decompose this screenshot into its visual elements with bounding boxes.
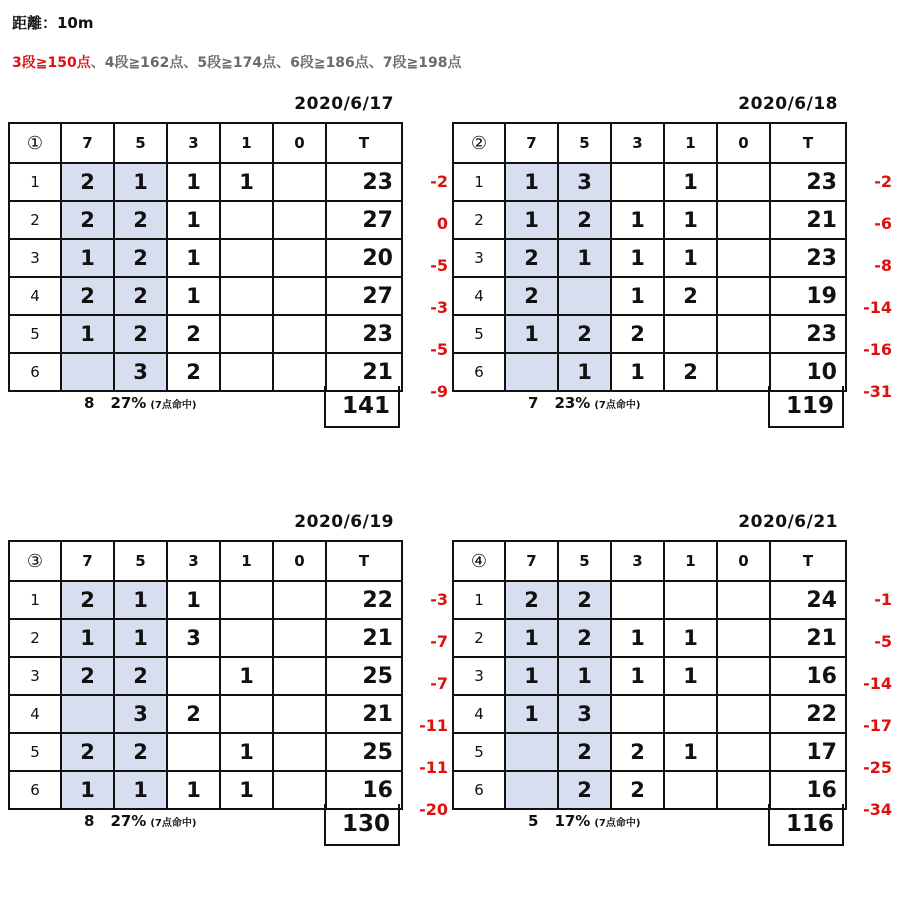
- end-number: 5: [453, 733, 505, 771]
- end-total: 20: [326, 239, 402, 277]
- hit-count-cell: 3: [167, 619, 220, 657]
- hit-count-cell: 2: [558, 733, 611, 771]
- hit-count-cell: 2: [505, 239, 558, 277]
- end-total: 27: [326, 201, 402, 239]
- hit-rate-note: (7点命中): [150, 400, 197, 411]
- hit-count-cell: [220, 353, 273, 391]
- end-row: [453, 619, 846, 657]
- hit-count-cell: 2: [167, 695, 220, 733]
- hit-count-cell: 1: [61, 619, 114, 657]
- hit-count-cell: 2: [558, 771, 611, 809]
- end-row: [453, 315, 846, 353]
- column-header: 3: [167, 123, 220, 163]
- column-header: 7: [505, 123, 558, 163]
- hit-count-cell: [717, 657, 770, 695]
- hit-count-cell: [273, 315, 326, 353]
- column-header: T: [326, 123, 402, 163]
- hit-count-cell: [717, 695, 770, 733]
- column-header: 0: [273, 123, 326, 163]
- end-number: 5: [9, 733, 61, 771]
- hit-count-cell: 1: [167, 581, 220, 619]
- hit-count-cell: 2: [505, 581, 558, 619]
- hit-count-cell: [273, 771, 326, 809]
- hit-count-cell: 2: [664, 277, 717, 315]
- score-difference: -11: [419, 758, 448, 777]
- hit-count-cell: 1: [664, 239, 717, 277]
- seven-hit-percent: 27%: [110, 394, 147, 412]
- end-number: 6: [9, 353, 61, 391]
- column-header: 7: [61, 123, 114, 163]
- score-difference: -8: [874, 256, 892, 275]
- end-total: 21: [770, 619, 846, 657]
- end-total: 25: [326, 733, 402, 771]
- score-difference: -5: [430, 340, 448, 359]
- session-block-4: [452, 512, 892, 872]
- hit-count-cell: 2: [61, 657, 114, 695]
- hit-count-cell: [717, 239, 770, 277]
- end-total: 21: [326, 353, 402, 391]
- end-number: 3: [9, 239, 61, 277]
- hit-count-cell: 1: [611, 619, 664, 657]
- hit-count-cell: 2: [114, 201, 167, 239]
- end-total: 16: [770, 657, 846, 695]
- hit-count-cell: 1: [114, 619, 167, 657]
- hit-count-cell: 2: [114, 733, 167, 771]
- session-block-3: [8, 512, 448, 872]
- threshold-rest: 、4段≧162点、5段≧174点、6段≧186点、7段≧198点: [90, 55, 462, 71]
- end-number: 3: [453, 239, 505, 277]
- hit-count-cell: [717, 353, 770, 391]
- seven-hit-count: 7: [528, 394, 539, 412]
- end-total: 19: [770, 277, 846, 315]
- hit-count-cell: 2: [167, 315, 220, 353]
- session-date: 2020/6/19: [294, 512, 394, 532]
- hit-count-cell: 1: [220, 657, 273, 695]
- end-number: 4: [9, 695, 61, 733]
- score-table: [452, 540, 847, 810]
- hit-count-cell: 2: [558, 619, 611, 657]
- end-total: 22: [326, 581, 402, 619]
- hit-rate-note: (7点命中): [594, 400, 641, 411]
- hit-count-cell: 1: [664, 657, 717, 695]
- hit-count-cell: 1: [558, 239, 611, 277]
- end-number: 4: [9, 277, 61, 315]
- session-marker: ④: [453, 541, 505, 581]
- session-marker: ①: [9, 123, 61, 163]
- score-difference: -16: [863, 340, 892, 359]
- end-row: [9, 201, 402, 239]
- hit-rate-summary: [84, 394, 196, 412]
- hit-count-cell: [611, 581, 664, 619]
- hit-count-cell: 2: [61, 163, 114, 201]
- hit-count-cell: [273, 277, 326, 315]
- header-row: [9, 541, 402, 581]
- end-number: 1: [9, 163, 61, 201]
- session-date: 2020/6/17: [294, 94, 394, 114]
- hit-count-cell: 2: [61, 581, 114, 619]
- hit-count-cell: 1: [167, 771, 220, 809]
- hit-count-cell: 1: [167, 201, 220, 239]
- end-total: 10: [770, 353, 846, 391]
- end-total: 24: [770, 581, 846, 619]
- hit-count-cell: 1: [664, 733, 717, 771]
- end-total: 16: [326, 771, 402, 809]
- hit-count-cell: [220, 315, 273, 353]
- score-difference: -2: [874, 172, 892, 191]
- column-header: 0: [717, 541, 770, 581]
- hit-count-cell: 1: [61, 239, 114, 277]
- seven-hit-percent: 17%: [554, 812, 591, 830]
- hit-count-cell: 1: [558, 353, 611, 391]
- column-header: 1: [664, 123, 717, 163]
- hit-count-cell: 1: [505, 163, 558, 201]
- end-number: 3: [9, 657, 61, 695]
- hit-count-cell: 2: [61, 733, 114, 771]
- hit-count-cell: 3: [558, 163, 611, 201]
- hit-count-cell: [273, 657, 326, 695]
- hit-count-cell: [220, 695, 273, 733]
- hit-count-cell: 2: [505, 277, 558, 315]
- column-header: 7: [505, 541, 558, 581]
- score-difference: -20: [419, 800, 448, 819]
- column-header: 5: [114, 541, 167, 581]
- end-number: 1: [453, 163, 505, 201]
- hit-count-cell: 1: [167, 163, 220, 201]
- end-total: 25: [326, 657, 402, 695]
- score-difference: -9: [430, 382, 448, 401]
- seven-hit-percent: 23%: [554, 394, 591, 412]
- end-row: [9, 315, 402, 353]
- hit-count-cell: 2: [61, 201, 114, 239]
- hit-count-cell: 3: [558, 695, 611, 733]
- seven-hit-percent: 27%: [110, 812, 147, 830]
- column-header: 1: [664, 541, 717, 581]
- hit-count-cell: 2: [114, 657, 167, 695]
- seven-hit-count: 8: [84, 394, 95, 412]
- hit-count-cell: 2: [114, 315, 167, 353]
- end-row: [453, 163, 846, 201]
- end-number: 4: [453, 695, 505, 733]
- hit-count-cell: [220, 619, 273, 657]
- score-difference: -34: [863, 800, 892, 819]
- hit-count-cell: 1: [505, 315, 558, 353]
- hit-count-cell: [61, 695, 114, 733]
- score-table: [8, 540, 403, 810]
- score-difference: -2: [430, 172, 448, 191]
- hit-rate-summary: [528, 394, 640, 412]
- end-number: 5: [453, 315, 505, 353]
- score-difference: -7: [430, 674, 448, 693]
- score-table: [8, 122, 403, 392]
- hit-count-cell: [167, 733, 220, 771]
- end-total: 22: [770, 695, 846, 733]
- grand-total: 119: [768, 386, 844, 428]
- end-total: 23: [770, 315, 846, 353]
- hit-count-cell: [505, 771, 558, 809]
- seven-hit-count: 8: [84, 812, 95, 830]
- hit-rate-summary: [84, 812, 196, 830]
- hit-count-cell: [717, 581, 770, 619]
- hit-count-cell: [273, 239, 326, 277]
- end-row: [453, 239, 846, 277]
- column-header: T: [770, 541, 846, 581]
- session-block-1: [8, 94, 448, 454]
- hit-count-cell: 1: [664, 201, 717, 239]
- hit-count-cell: [717, 201, 770, 239]
- session-block-2: [452, 94, 892, 454]
- grand-total: 130: [324, 804, 400, 846]
- end-number: 6: [9, 771, 61, 809]
- end-total: 17: [770, 733, 846, 771]
- header-row: [453, 123, 846, 163]
- session-marker: ②: [453, 123, 505, 163]
- hit-count-cell: [220, 239, 273, 277]
- score-difference: -5: [874, 632, 892, 651]
- column-header: 0: [273, 541, 326, 581]
- column-header: 3: [611, 123, 664, 163]
- end-total: 16: [770, 771, 846, 809]
- header-row: [453, 541, 846, 581]
- hit-count-cell: [664, 771, 717, 809]
- end-total: 23: [326, 315, 402, 353]
- end-number: 2: [9, 619, 61, 657]
- end-row: [9, 733, 402, 771]
- column-header: 3: [611, 541, 664, 581]
- hit-count-cell: [167, 657, 220, 695]
- hit-count-cell: 2: [558, 201, 611, 239]
- hit-count-cell: [717, 315, 770, 353]
- hit-count-cell: 1: [61, 771, 114, 809]
- end-row: [9, 695, 402, 733]
- threshold-highlight: 3段≧150点: [12, 55, 91, 71]
- end-total: 21: [326, 695, 402, 733]
- score-difference: -3: [430, 590, 448, 609]
- hit-count-cell: 2: [611, 771, 664, 809]
- end-row: [9, 657, 402, 695]
- end-total: 21: [770, 201, 846, 239]
- score-difference: 0: [436, 214, 448, 233]
- end-row: [453, 695, 846, 733]
- hit-count-cell: [717, 733, 770, 771]
- hit-count-cell: 2: [664, 353, 717, 391]
- end-total: 23: [770, 163, 846, 201]
- column-header: 1: [220, 541, 273, 581]
- score-difference: -1: [874, 590, 892, 609]
- session-date: 2020/6/18: [738, 94, 838, 114]
- hit-count-cell: [273, 581, 326, 619]
- hit-count-cell: [664, 315, 717, 353]
- hit-count-cell: 2: [558, 581, 611, 619]
- end-number: 1: [453, 581, 505, 619]
- hit-count-cell: 2: [611, 315, 664, 353]
- hit-count-cell: 1: [167, 239, 220, 277]
- hit-count-cell: [717, 619, 770, 657]
- hit-count-cell: [220, 277, 273, 315]
- hit-count-cell: 2: [114, 239, 167, 277]
- hit-count-cell: 1: [61, 315, 114, 353]
- session-marker: ③: [9, 541, 61, 581]
- hit-rate-note: (7点命中): [150, 818, 197, 829]
- hit-count-cell: 1: [505, 201, 558, 239]
- hit-count-cell: [61, 353, 114, 391]
- header-row: [9, 123, 402, 163]
- end-total: 21: [326, 619, 402, 657]
- end-row: [453, 277, 846, 315]
- hit-count-cell: 1: [505, 657, 558, 695]
- score-difference: -5: [430, 256, 448, 275]
- end-number: 6: [453, 771, 505, 809]
- hit-rate-summary: [528, 812, 640, 830]
- hit-count-cell: [273, 733, 326, 771]
- hit-count-cell: [717, 163, 770, 201]
- end-number: 3: [453, 657, 505, 695]
- session-date: 2020/6/21: [738, 512, 838, 532]
- end-number: 2: [453, 619, 505, 657]
- hit-count-cell: 1: [505, 619, 558, 657]
- hit-rate-note: (7点命中): [594, 818, 641, 829]
- score-difference: -25: [863, 758, 892, 777]
- score-difference: -7: [430, 632, 448, 651]
- score-difference: -17: [863, 716, 892, 735]
- end-number: 2: [9, 201, 61, 239]
- hit-count-cell: [220, 581, 273, 619]
- score-table: [452, 122, 847, 392]
- hit-count-cell: [220, 201, 273, 239]
- hit-count-cell: [273, 163, 326, 201]
- hit-count-cell: 1: [505, 695, 558, 733]
- end-row: [9, 581, 402, 619]
- hit-count-cell: [273, 619, 326, 657]
- distance-label: 距離：10m: [12, 14, 94, 32]
- column-header: 5: [558, 541, 611, 581]
- hit-count-cell: 1: [220, 733, 273, 771]
- hit-count-cell: 2: [611, 733, 664, 771]
- end-row: [453, 733, 846, 771]
- hit-count-cell: 1: [114, 771, 167, 809]
- hit-count-cell: 1: [558, 657, 611, 695]
- column-header: 1: [220, 123, 273, 163]
- hit-count-cell: 2: [114, 277, 167, 315]
- grand-total: 116: [768, 804, 844, 846]
- hit-count-cell: [664, 581, 717, 619]
- end-row: [9, 619, 402, 657]
- column-header: T: [326, 541, 402, 581]
- hit-count-cell: [505, 353, 558, 391]
- hit-count-cell: 1: [220, 771, 273, 809]
- hit-count-cell: 3: [114, 695, 167, 733]
- end-total: 23: [326, 163, 402, 201]
- end-row: [9, 163, 402, 201]
- hit-count-cell: [717, 277, 770, 315]
- hit-count-cell: 1: [611, 277, 664, 315]
- end-row: [9, 239, 402, 277]
- hit-count-cell: 1: [611, 201, 664, 239]
- score-difference: -14: [863, 298, 892, 317]
- dan-thresholds: [12, 52, 461, 72]
- end-number: 2: [453, 201, 505, 239]
- end-row: [453, 581, 846, 619]
- hit-count-cell: [611, 695, 664, 733]
- hit-count-cell: 3: [114, 353, 167, 391]
- hit-count-cell: 1: [664, 163, 717, 201]
- end-row: [453, 657, 846, 695]
- hit-count-cell: 1: [611, 239, 664, 277]
- hit-count-cell: [273, 201, 326, 239]
- column-header: 5: [114, 123, 167, 163]
- column-header: 5: [558, 123, 611, 163]
- hit-count-cell: 2: [558, 315, 611, 353]
- column-header: 7: [61, 541, 114, 581]
- hit-count-cell: 1: [611, 657, 664, 695]
- hit-count-cell: [558, 277, 611, 315]
- score-difference: -31: [863, 382, 892, 401]
- end-row: [9, 277, 402, 315]
- column-header: 3: [167, 541, 220, 581]
- score-difference: -11: [419, 716, 448, 735]
- hit-count-cell: 1: [664, 619, 717, 657]
- end-total: 27: [326, 277, 402, 315]
- hit-count-cell: 1: [114, 163, 167, 201]
- hit-count-cell: [273, 353, 326, 391]
- hit-count-cell: 1: [114, 581, 167, 619]
- hit-count-cell: [611, 163, 664, 201]
- seven-hit-count: 5: [528, 812, 539, 830]
- grand-total: 141: [324, 386, 400, 428]
- end-number: 4: [453, 277, 505, 315]
- hit-count-cell: 2: [167, 353, 220, 391]
- column-header: T: [770, 123, 846, 163]
- end-number: 5: [9, 315, 61, 353]
- end-number: 1: [9, 581, 61, 619]
- hit-count-cell: 1: [220, 163, 273, 201]
- hit-count-cell: [664, 695, 717, 733]
- end-number: 6: [453, 353, 505, 391]
- end-total: 23: [770, 239, 846, 277]
- score-difference: -3: [430, 298, 448, 317]
- hit-count-cell: 1: [167, 277, 220, 315]
- hit-count-cell: [273, 695, 326, 733]
- hit-count-cell: 1: [611, 353, 664, 391]
- hit-count-cell: 2: [61, 277, 114, 315]
- hit-count-cell: [505, 733, 558, 771]
- end-row: [453, 201, 846, 239]
- hit-count-cell: [717, 771, 770, 809]
- column-header: 0: [717, 123, 770, 163]
- score-difference: -14: [863, 674, 892, 693]
- score-difference: -6: [874, 214, 892, 233]
